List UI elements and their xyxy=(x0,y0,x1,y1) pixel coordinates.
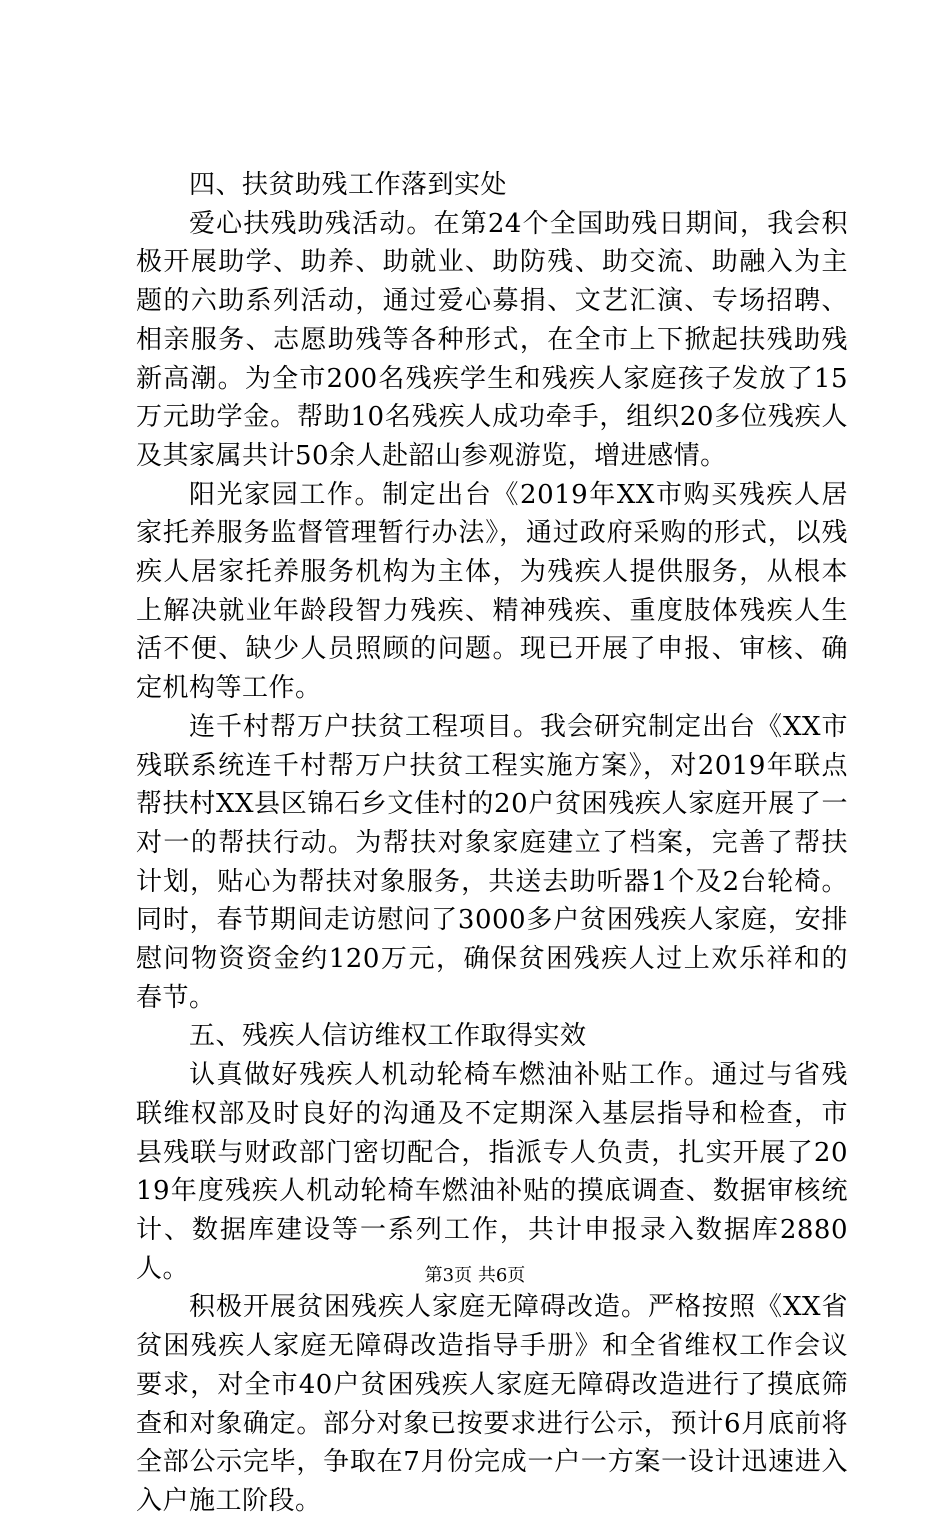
document-body xyxy=(136,166,848,1521)
page-footer: 第3页 共6页 xyxy=(424,1265,526,1286)
paragraph-poverty-project: 连千村帮万户扶贫工程项目。我会研究制定出台《XX市残联系统连千村帮万户扶贫工程实施方案》，对2019年联点帮扶村XX县区锦石乡文佳村的20户贫困残疾人家庭开展了一对一的帮扶行动。为帮扶对象家庭建立了档案，完善了帮扶计划，贴心为帮扶对象服务，共送去助听器1个及2台轮椅。同时，春节期间走访慰问了3000多户贫困残疾人家庭，安排慰问物资资金约120万元，确保贫困残疾人过上欢乐祥和的春节。 xyxy=(136,711,848,1013)
paragraph-fuel-subsidy: 认真做好残疾人机动轮椅车燃油补贴工作。通过与省残联维权部及时良好的沟通及不定期深入基层指导和检查，市县残联与财政部门密切配合，指派专人负责，扎实开展了2019年度残疾人机动轮椅车燃油补贴的摸底调查、数据审核统计、数据库建设等一系列工作，共计申报录入数据库2880人。 xyxy=(136,1060,848,1284)
paragraph-barrier-free: 积极开展贫困残疾人家庭无障碍改造。严格按照《XX省贫困残疾人家庭无障碍改造指导手册》和全省维权工作会议要求，对全市40户贫困残疾人家庭无障碍改造进行了摸底筛查和对象确定。部分对象已按要求进行公示，预计6月底前将全部公示完毕，争取在7月份完成一户一方案一设计迅速进入入户施工阶段。 xyxy=(136,1292,848,1516)
section-heading-4: 四、扶贫助残工作落到实处 xyxy=(189,170,508,200)
paragraph-sunshine-home: 阳光家园工作。制定出台《2019年XX市购买残疾人居家托养服务监督管理暂行办法》，通过政府采购的形式，以残疾人居家托养服务机构为主体，为残疾人提供服务，从根本上解决就业年龄段智力残疾、精神残疾、重度肢体残疾人生活不便、缺少人员照顾的问题。现已开展了申报、审核、确定机构等工作。 xyxy=(136,479,848,704)
section-heading-5: 五、残疾人信访维权工作取得实效 xyxy=(189,1021,587,1052)
paragraph-caring-activities: 爱心扶残助残活动。在第24个全国助残日期间，我会积极开展助学、助养、助就业、助防残、助交流、助融入为主题的六助系列活动，通过爱心募捐、文艺汇演、专场招聘、相亲服务、志愿助残等各种形式，在全市上下掀起扶残助残新高潮。为全市200名残疾学生和残疾人家庭孩子发放了15万元助学金。帮助10名残疾人成功牵手，组织20多位残疾人及其家属共计50余人赴韶山参观游览，增进感情。 xyxy=(136,208,848,471)
